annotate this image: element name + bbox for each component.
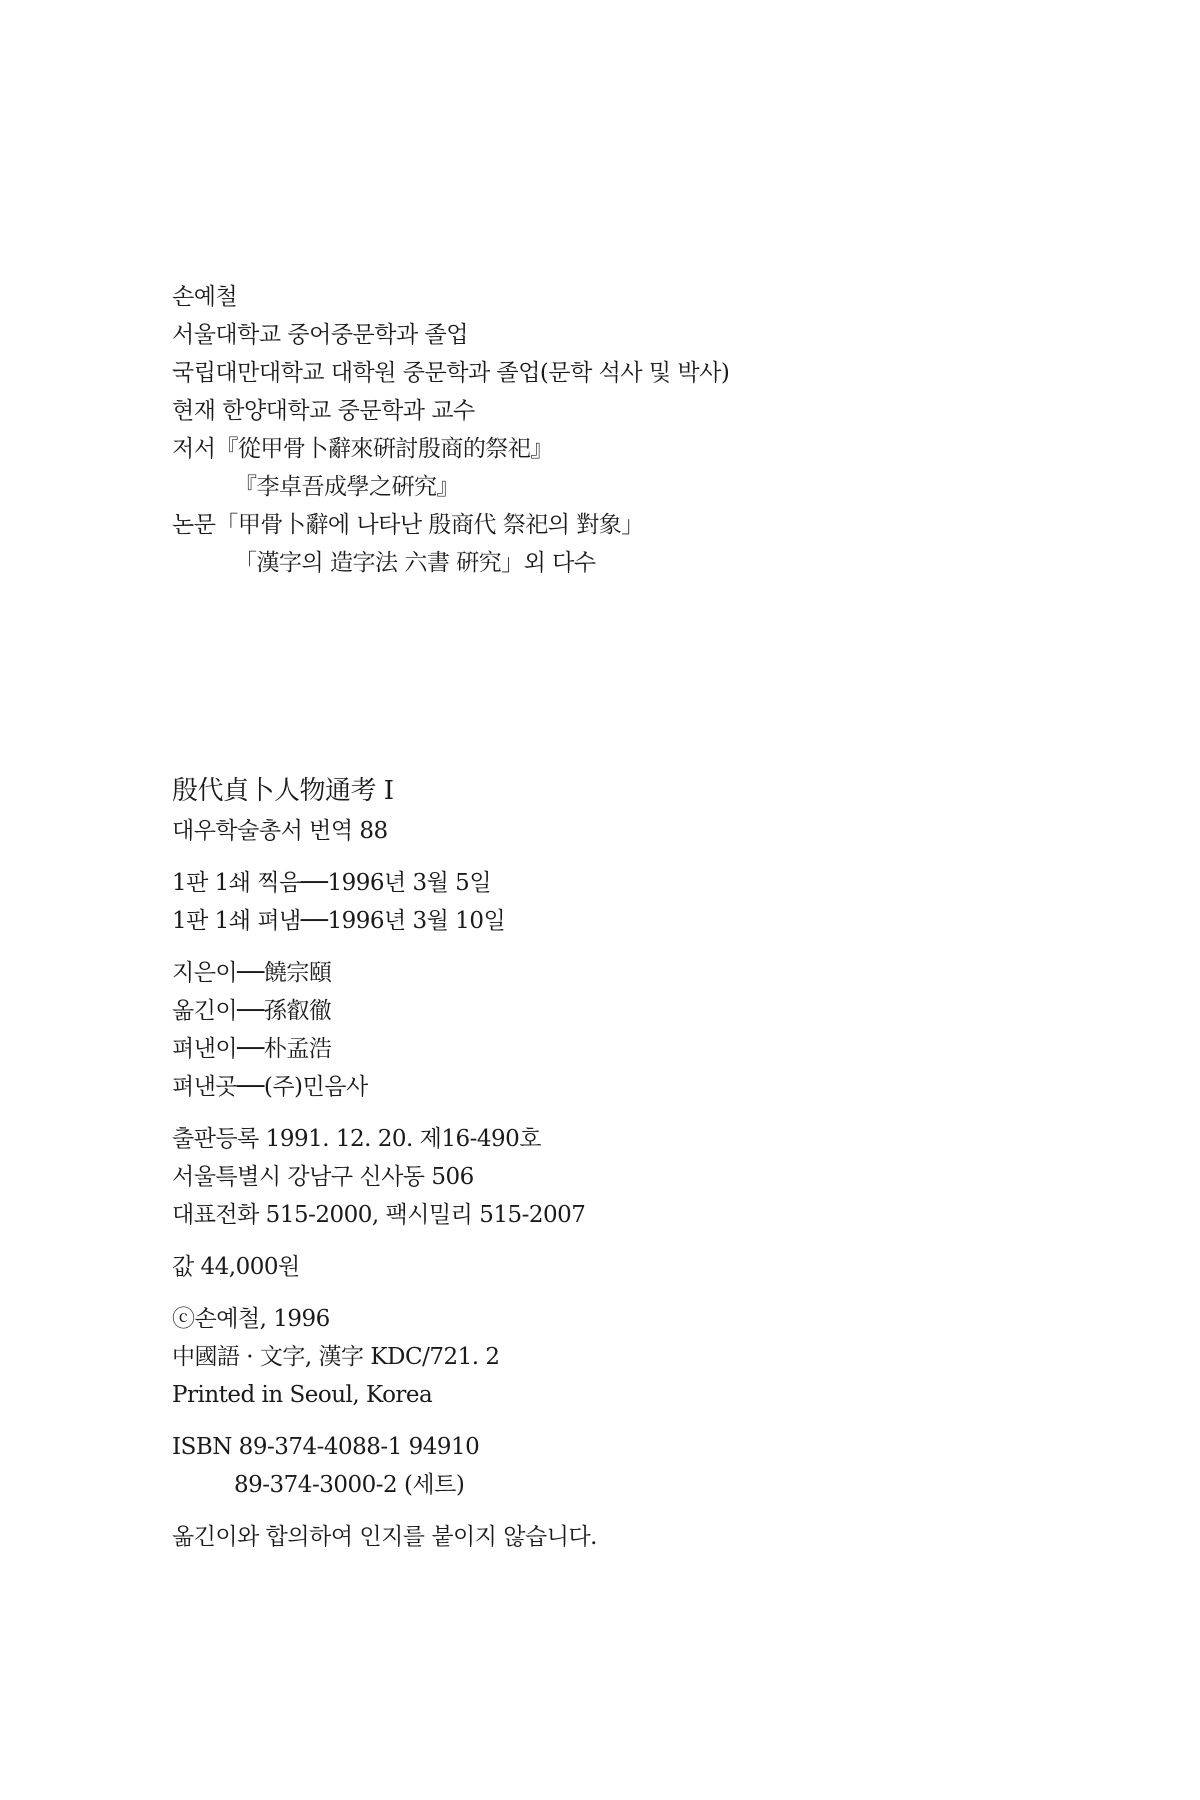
credit-line: 펴낸이──朴孟浩 xyxy=(172,1036,332,1062)
registration-line: 대표전화 515-2000, 팩시밀리 515-2007 xyxy=(172,1202,586,1228)
printing-line: 1판 1쇄 펴냄──1996년 3월 10일 xyxy=(172,908,506,934)
series-name: 대우학술총서 번역 88 xyxy=(172,818,388,844)
author-bio xyxy=(172,278,1072,582)
isbn-line: 89-374-3000-2 (세트) xyxy=(234,1472,465,1498)
colophon xyxy=(172,770,1072,1556)
printing-line: 1판 1쇄 찍음──1996년 3월 5일 xyxy=(172,870,492,896)
credit-line: 옮긴이──孫叡徹 xyxy=(172,998,332,1024)
copyright-line: 中國語 · 文字, 漢字 KDC/721. 2 xyxy=(172,1344,500,1370)
notice: 옮긴이와 합의하여 인지를 붙이지 않습니다. xyxy=(172,1524,597,1550)
bio-line: 국립대만대학교 대학원 중문학과 졸업(문학 석사 및 박사) xyxy=(172,360,730,386)
book-title: 殷代貞卜人物通考 I xyxy=(172,776,394,806)
credit-line: 펴낸곳──(주)민음사 xyxy=(172,1074,368,1100)
bio-line: 「漢字의 造字法 六書 硏究」외 다수 xyxy=(234,550,596,576)
copyright-line: Printed in Seoul, Korea xyxy=(172,1382,433,1408)
bio-line: 서울대학교 중어중문학과 졸업 xyxy=(172,322,468,348)
price: 값 44,000원 xyxy=(172,1254,300,1280)
author-name: 손예철 xyxy=(172,284,238,310)
registration-line: 서울특별시 강남구 신사동 506 xyxy=(172,1164,474,1190)
isbn-line: ISBN 89-374-4088-1 94910 xyxy=(172,1434,480,1460)
bio-line: 현재 한양대학교 중문학과 교수 xyxy=(172,398,475,424)
bio-line: 논문「甲骨卜辭에 나타난 殷商代 祭祀의 對象」 xyxy=(172,512,644,538)
registration-line: 출판등록 1991. 12. 20. 제16-490호 xyxy=(172,1126,541,1152)
copyright-line: ⓒ손예철, 1996 xyxy=(172,1306,330,1332)
bio-line: 『李卓吾成學之硏究』 xyxy=(234,474,459,500)
credit-line: 지은이──饒宗頤 xyxy=(172,960,332,986)
bio-line: 저서『從甲骨卜辭來硏討殷商的祭祀』 xyxy=(172,436,553,462)
